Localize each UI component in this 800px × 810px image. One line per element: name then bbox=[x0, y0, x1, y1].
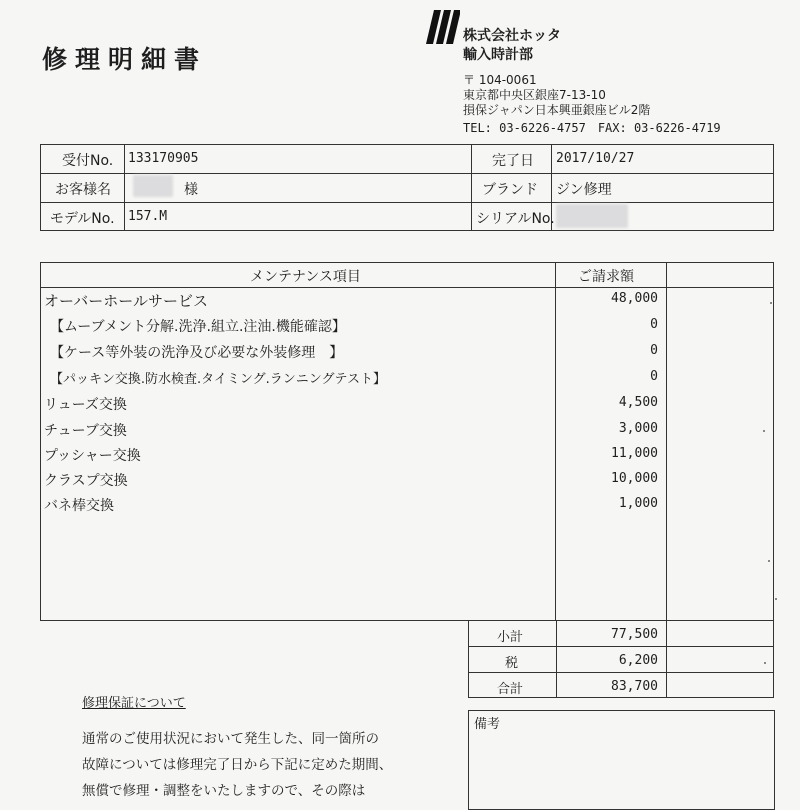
items-header-name: メンテナンス項目 bbox=[250, 269, 361, 285]
model-no-value: 157.M bbox=[128, 209, 168, 224]
item-name-spring-bar: バネ棒交換 bbox=[44, 498, 114, 514]
address-line-1: 東京都中央区銀座7-13-10 bbox=[463, 88, 606, 102]
items-header-amount: ご請求額 bbox=[578, 269, 634, 285]
item-amount-clasp: 10,000 bbox=[611, 471, 658, 486]
item-name-crown: リューズ交換 bbox=[44, 397, 127, 413]
item-name-movement: 【ムーブメント分解.洗浄.組立.注油.機能確認】 bbox=[50, 319, 346, 335]
document-title: 修理明細書 bbox=[42, 45, 208, 74]
model-no-label: モデルNo. bbox=[50, 211, 115, 227]
item-amount-spring-bar: 1,000 bbox=[618, 496, 658, 511]
contact-phone-fax: TEL: 03-6226-4757 FAX: 03-6226-4719 bbox=[463, 121, 721, 135]
remarks-label: 備考 bbox=[474, 717, 501, 732]
tax-label: 税 bbox=[505, 656, 519, 671]
item-name-tube: チューブ交換 bbox=[44, 423, 127, 439]
remarks-box bbox=[468, 710, 775, 810]
customer-name-redacted bbox=[133, 175, 173, 197]
scan-speck bbox=[770, 302, 772, 304]
item-name-clasp: クラスプ交換 bbox=[44, 473, 128, 489]
warranty-line-3: 無償で修理・調整をいたしますので、その際は bbox=[82, 783, 366, 799]
warranty-title: 修理保証について bbox=[82, 696, 186, 711]
item-amount-gasket: 0 bbox=[650, 369, 658, 384]
item-amount-tube: 3,000 bbox=[618, 421, 658, 436]
serial-no-redacted bbox=[556, 204, 628, 228]
tax-value: 6,200 bbox=[618, 653, 658, 668]
company-logo bbox=[424, 10, 460, 44]
receipt-no-value: 133170905 bbox=[128, 151, 199, 166]
warranty-line-2: 故障については修理完了日から下記に定めた期間、 bbox=[82, 757, 393, 773]
item-amount-overhaul: 48,000 bbox=[611, 291, 658, 306]
company-department: 輸入時計部 bbox=[463, 47, 533, 63]
scan-speck bbox=[768, 560, 770, 562]
item-name-pusher: プッシャー交換 bbox=[44, 448, 141, 464]
item-amount-pusher: 11,000 bbox=[611, 446, 658, 461]
item-amount-case: 0 bbox=[650, 343, 658, 358]
postal-code: 〒 104-0061 bbox=[463, 73, 537, 87]
scan-speck bbox=[775, 598, 777, 600]
completion-date-value: 2017/10/27 bbox=[556, 151, 635, 166]
serial-no-label: シリアルNo. bbox=[476, 211, 555, 227]
item-name-overhaul: オーバーホールサービス bbox=[44, 292, 208, 310]
item-amount-movement: 0 bbox=[650, 317, 658, 332]
item-name-gasket: 【パッキン交換.防水検査.タイミング.ランニングテスト】 bbox=[50, 372, 386, 387]
total-value: 83,700 bbox=[611, 679, 658, 694]
company-name: 株式会社ホッタ bbox=[463, 28, 561, 44]
customer-honorific: 様 bbox=[184, 182, 198, 198]
subtotal-label: 小計 bbox=[497, 630, 524, 645]
warranty-line-1: 通常のご使用状況において発生した、同一箇所の bbox=[82, 731, 379, 747]
item-name-case: 【ケース等外装の洗浄及び必要な外装修理 】 bbox=[50, 345, 344, 361]
brand-label: ブランド bbox=[482, 182, 538, 198]
scan-speck bbox=[764, 662, 766, 664]
customer-name-label: お客様名 bbox=[55, 182, 111, 198]
total-label: 合計 bbox=[497, 682, 524, 697]
scan-speck bbox=[763, 430, 765, 432]
receipt-no-label: 受付No. bbox=[62, 153, 114, 169]
brand-value: ジン修理 bbox=[556, 182, 612, 198]
completion-date-label: 完了日 bbox=[492, 153, 534, 169]
address-line-2: 損保ジャパン日本興亜銀座ビル2階 bbox=[463, 103, 651, 117]
subtotal-value: 77,500 bbox=[611, 627, 658, 642]
item-amount-crown: 4,500 bbox=[618, 395, 658, 410]
